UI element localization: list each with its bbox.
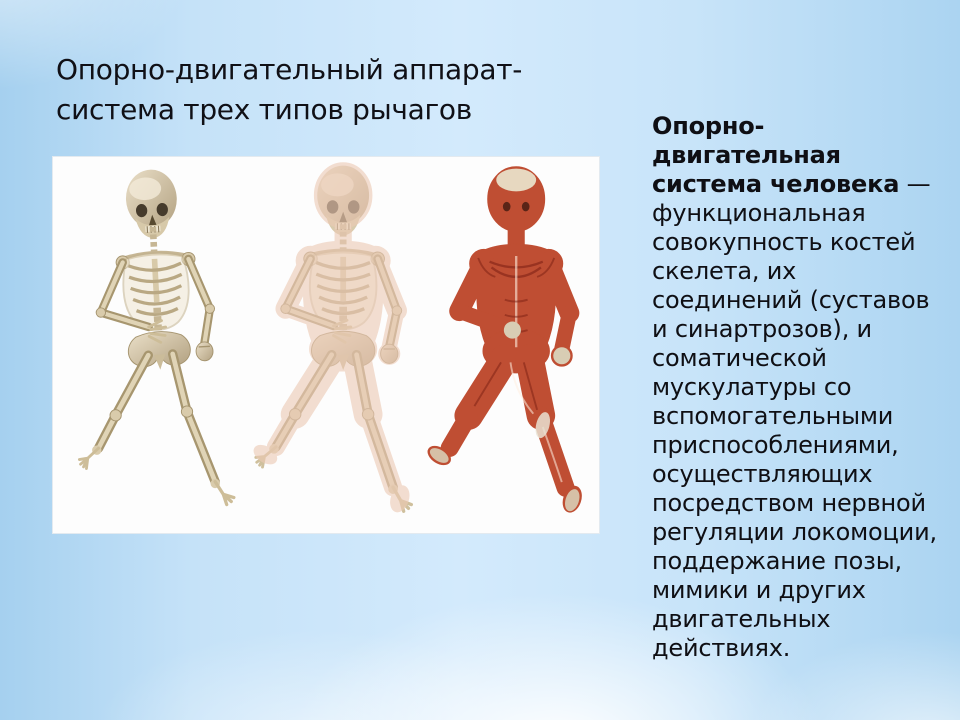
running-muscular-figure xyxy=(425,167,585,515)
text-line: мимики и других xyxy=(652,576,866,604)
description-text xyxy=(652,112,952,663)
text-line: Опорно- xyxy=(652,112,765,140)
text-line: приспособлениями, xyxy=(652,431,899,459)
description-dash: — xyxy=(899,170,931,198)
text-line: функциональная xyxy=(652,199,866,227)
text-line: система трех типов рычагов xyxy=(56,93,472,126)
text-line: двигательная xyxy=(652,141,841,169)
text-line: Опорно-двигательный аппарат- xyxy=(56,53,523,86)
text-line: скелета, их xyxy=(652,257,797,285)
description-mixed-line xyxy=(652,170,952,199)
text-line: мускулатуры со xyxy=(652,373,852,401)
description-bold-lines xyxy=(652,112,952,170)
slide-title xyxy=(56,50,522,130)
text-line: соединений (суставов xyxy=(652,286,930,314)
text-line: осуществляющих xyxy=(652,460,873,488)
text-line: двигательных xyxy=(652,605,831,633)
text-line: соматической xyxy=(652,344,827,372)
text-line: вспомогательными xyxy=(652,402,894,430)
text-line: действиях. xyxy=(652,634,791,662)
anatomy-figures-image xyxy=(53,157,599,533)
running-skeleton-figure xyxy=(64,166,234,512)
text-line: совокупность костей xyxy=(652,228,916,256)
description-bold-term: система человека xyxy=(652,170,900,198)
text-line: поддержание позы, xyxy=(652,547,902,575)
text-line: и синартрозов), и xyxy=(652,315,872,343)
anatomy-image-panel xyxy=(52,156,600,534)
text-line: регуляции локомоции, xyxy=(652,518,937,546)
description-regular-lines xyxy=(652,199,952,663)
running-skeleton-translucent-body-figure xyxy=(251,163,412,514)
text-line: посредством нервной xyxy=(652,489,926,517)
